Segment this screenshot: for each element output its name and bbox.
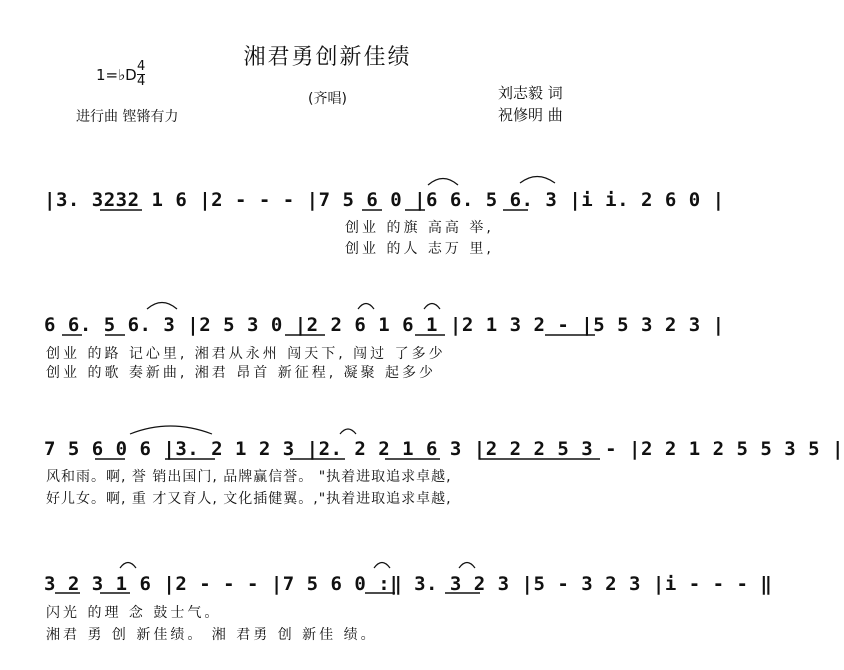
performance-note: (齐唱) xyxy=(308,91,347,107)
key-signature: 1=♭D xyxy=(96,66,137,84)
slur-mark xyxy=(147,303,177,310)
slur-mark xyxy=(428,179,458,186)
lyric-line-2-verse-1: 创业 的路 记心里, 湘君从永州 闯天下, 闯过 了多少 xyxy=(46,346,446,362)
time-signature-bottom: 4 xyxy=(137,74,146,89)
slur-mark xyxy=(358,304,374,310)
slur-mark xyxy=(520,177,555,184)
slur-mark xyxy=(120,563,136,569)
lyric-line-3-verse-1: 风和雨。啊, 誉 销出国门, 品牌赢信誉。 "执着进取追求卓越, xyxy=(46,469,452,485)
lyric-line-4-verse-2: 湘君 勇 创 新佳绩。 湘 君勇 创 新佳 绩。 xyxy=(46,627,378,643)
lyricist-credit: 刘志毅 词 xyxy=(498,84,563,102)
slur-mark xyxy=(374,563,390,569)
slur-mark xyxy=(340,429,356,434)
lyric-line-4-verse-1: 闪光 的理 念 鼓士气。 xyxy=(46,605,222,621)
slur-mark xyxy=(459,563,475,569)
composer-credit: 祝修明 曲 xyxy=(498,106,563,124)
notation-line-3: 7 5 6 0 6 |3. 2 1 2 3 |2. 2 2 1 6 3 |2 2 2 5 3 - |2 2 1 2 5 5 3 5 | xyxy=(44,438,844,460)
lyric-line-3-verse-2: 好儿女。啊, 重 才又育人, 文化插健翼。,"执着进取追求卓越, xyxy=(46,491,452,507)
notation-line-4: 3 2 3 1 6 |2 - - - |7 5 6 0 :‖ 3. 3 2 3 |5 - 3 2 3 |i - - - ‖ xyxy=(44,573,773,595)
notation-line-1: |3. 3232 1 6 |2 - - - |7 5 6 0 |6 6. 5 6. 3 |i i. 2 6 0 | xyxy=(44,189,725,211)
slur-mark xyxy=(130,426,212,434)
lyric-line-1-verse-1: 创业 的旗 高高 举, xyxy=(345,220,494,236)
song-title: 湘君勇创新佳绩 xyxy=(243,45,412,70)
lyric-line-1-verse-2: 创业 的人 志万 里, xyxy=(345,241,494,257)
lyric-line-2-verse-2: 创业 的歌 奏新曲, 湘君 昂首 新征程, 凝聚 起多少 xyxy=(46,365,437,381)
time-signature-top: 4 xyxy=(137,59,146,74)
tempo-marking: 进行曲 铿锵有力 xyxy=(76,109,179,125)
slur-mark xyxy=(424,304,440,310)
time-signature xyxy=(137,60,145,89)
notation-line-2: 6 6. 5 6. 3 |2 5 3 0 |2 2 6 1 6 1 |2 1 3 2 - |5 5 3 2 3 | xyxy=(44,314,725,336)
